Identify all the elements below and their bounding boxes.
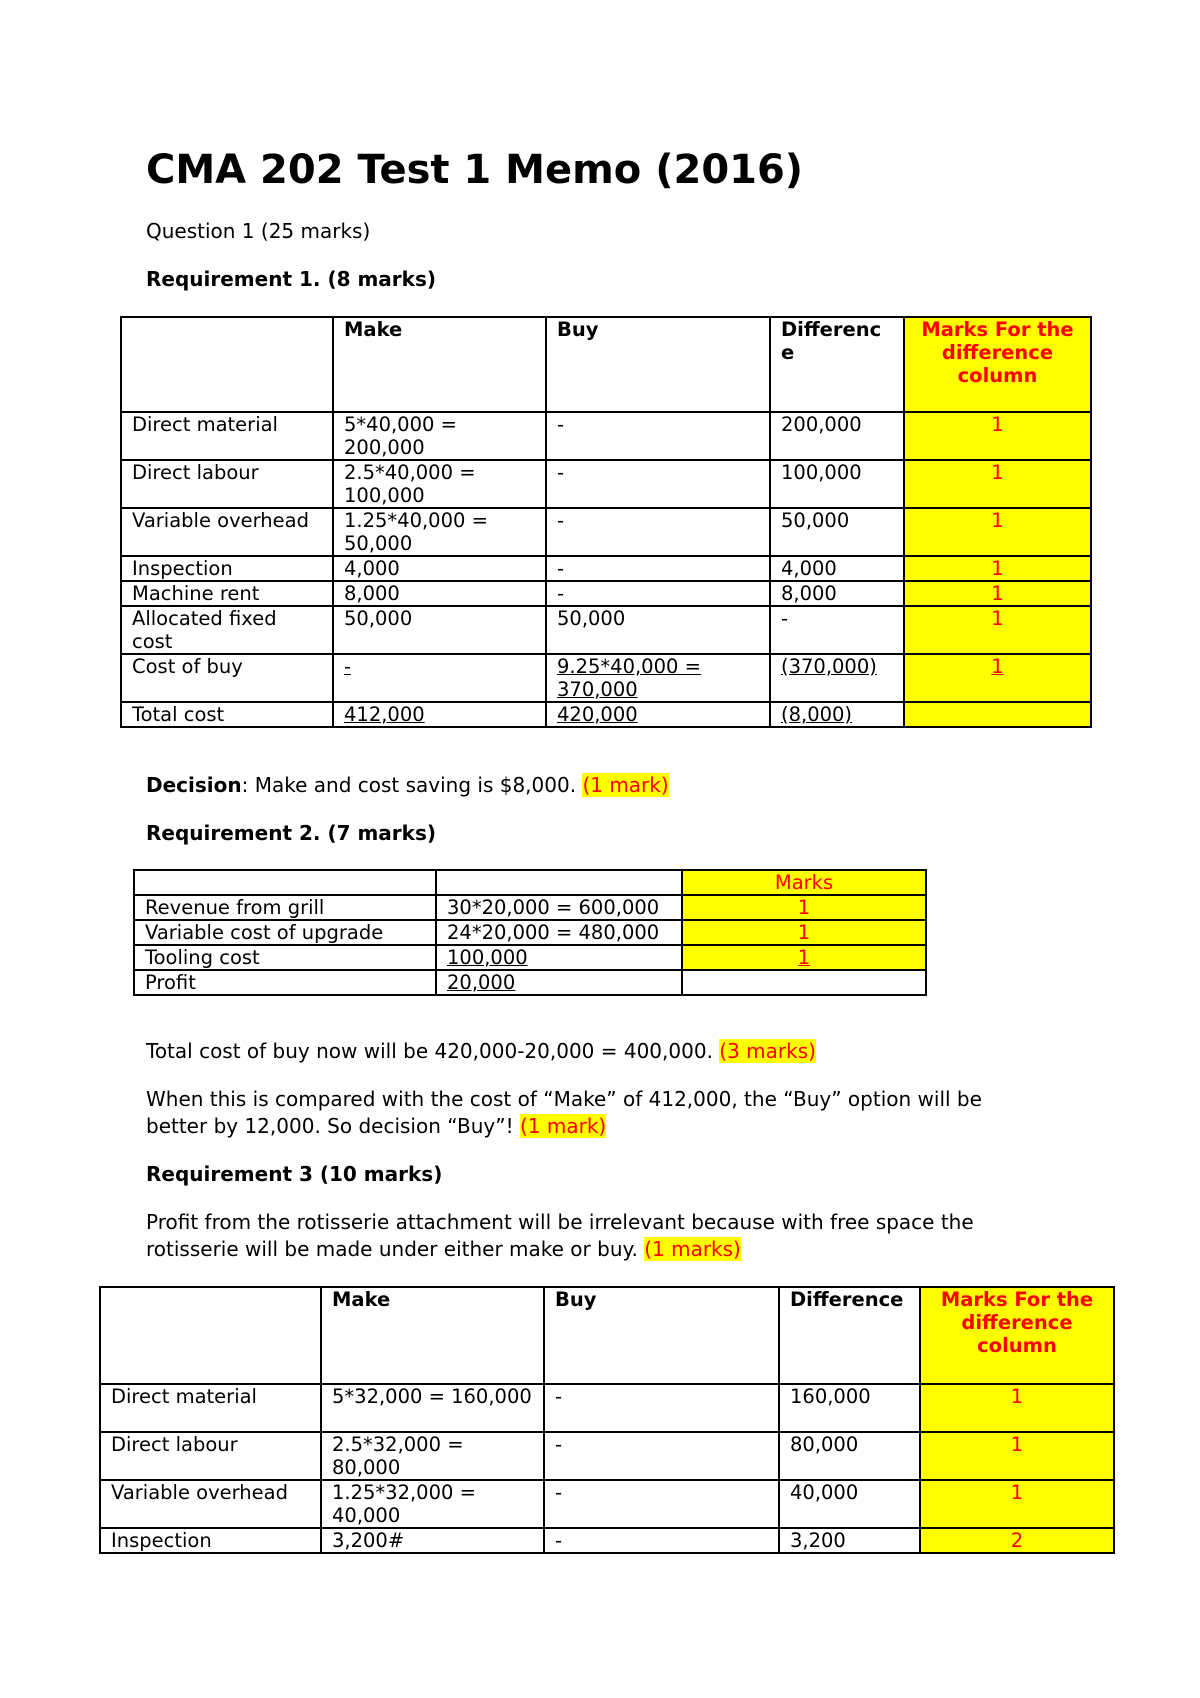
buy-cell: - (544, 1432, 779, 1480)
compare-line-2 (146, 1113, 606, 1140)
marks-cell: 1 (920, 1480, 1114, 1528)
marks-cell (904, 702, 1091, 727)
difference-cell: (370,000) (770, 654, 904, 702)
table-row (100, 1432, 1114, 1480)
row-label: Variable cost of upgrade (134, 920, 436, 945)
difference-cell: 160,000 (779, 1384, 920, 1432)
amount-cell: 20,000 (436, 970, 682, 995)
req1-heading: Requirement 1. (8 marks) (146, 267, 437, 291)
marks-cell: 1 (904, 508, 1091, 556)
table-row (121, 556, 1091, 581)
buy-cell: - (546, 460, 770, 508)
marks-cell: 1 (682, 920, 926, 945)
marks-cell: 1 (904, 556, 1091, 581)
decision-text: : Make and cost saving is $8,000. (241, 773, 583, 797)
amount-cell: 30*20,000 = 600,000 (436, 895, 682, 920)
req1-header-blank (121, 317, 333, 412)
row-label: Direct labour (121, 460, 333, 508)
req2-heading: Requirement 2. (7 marks) (146, 821, 437, 845)
document-title: CMA 202 Test 1 Memo (2016) (146, 147, 804, 193)
difference-cell: 80,000 (779, 1432, 920, 1480)
req2-header-blank-2 (436, 870, 682, 895)
compare-text: better by 12,000. So decision “Buy”! (146, 1114, 520, 1138)
buy-cell: - (546, 556, 770, 581)
make-cell: 3,200# (321, 1528, 544, 1553)
req3-header-marks: Marks For the difference column (920, 1287, 1114, 1384)
difference-cell: 40,000 (779, 1480, 920, 1528)
row-label: Total cost (121, 702, 333, 727)
marks-cell: 1 (682, 945, 926, 970)
make-cell: 5*32,000 = 160,000 (321, 1384, 544, 1432)
req1-header-difference: Differenc e (770, 317, 904, 412)
req3-header-difference: Difference (779, 1287, 920, 1384)
marks-cell: 1 (904, 581, 1091, 606)
req1-header-make: Make (333, 317, 546, 412)
req2-header-blank-1 (134, 870, 436, 895)
amount-cell: 24*20,000 = 480,000 (436, 920, 682, 945)
marks-cell: 1 (682, 895, 926, 920)
total-buy-text: Total cost of buy now will be 420,000-20,000 = 400,000. (146, 1039, 720, 1063)
buy-cell: - (546, 412, 770, 460)
row-label: Inspection (100, 1528, 321, 1553)
table-row (134, 895, 926, 920)
make-cell: 8,000 (333, 581, 546, 606)
difference-cell: 3,200 (779, 1528, 920, 1553)
make-cell: 2.5*32,000 = 80,000 (321, 1432, 544, 1480)
req3-table (99, 1286, 1115, 1554)
difference-cell: 200,000 (770, 412, 904, 460)
amount-cell: 100,000 (436, 945, 682, 970)
buy-cell: - (544, 1480, 779, 1528)
make-cell: 4,000 (333, 556, 546, 581)
difference-cell: (8,000) (770, 702, 904, 727)
row-label: Variable overhead (121, 508, 333, 556)
table-row (121, 654, 1091, 702)
difference-cell: - (770, 606, 904, 654)
table-row (121, 606, 1091, 654)
marks-cell (682, 970, 926, 995)
buy-cell: - (546, 581, 770, 606)
req3-header-blank (100, 1287, 321, 1384)
marks-cell: 1 (904, 606, 1091, 654)
req3-header-buy: Buy (544, 1287, 779, 1384)
make-cell: 5*40,000 = 200,000 (333, 412, 546, 460)
row-label: Allocated fixed cost (121, 606, 333, 654)
row-label: Direct material (100, 1384, 321, 1432)
row-label: Direct material (121, 412, 333, 460)
buy-cell: - (546, 508, 770, 556)
marks-cell: 1 (904, 412, 1091, 460)
total-buy-mark: (3 marks) (719, 1039, 816, 1063)
difference-cell: 50,000 (770, 508, 904, 556)
buy-cell: - (544, 1528, 779, 1553)
buy-cell: 50,000 (546, 606, 770, 654)
marks-cell: 1 (920, 1432, 1114, 1480)
marks-cell: 1 (904, 460, 1091, 508)
table-row (100, 1384, 1114, 1432)
make-cell: 412,000 (333, 702, 546, 727)
table-row (121, 460, 1091, 508)
table-row (100, 1528, 1114, 1553)
buy-cell: - (544, 1384, 779, 1432)
row-label: Cost of buy (121, 654, 333, 702)
difference-cell: 8,000 (770, 581, 904, 606)
table-row (121, 508, 1091, 556)
req3-heading: Requirement 3 (10 marks) (146, 1162, 443, 1186)
req3-header-make: Make (321, 1287, 544, 1384)
buy-cell: 420,000 (546, 702, 770, 727)
buy-cell: 9.25*40,000 = 370,000 (546, 654, 770, 702)
row-label: Direct labour (100, 1432, 321, 1480)
row-label: Revenue from grill (134, 895, 436, 920)
marks-cell: 1 (920, 1384, 1114, 1432)
make-cell: 2.5*40,000 = 100,000 (333, 460, 546, 508)
compare-mark: (1 mark) (519, 1114, 607, 1138)
difference-cell: 100,000 (770, 460, 904, 508)
table-row (134, 970, 926, 995)
req3-para-line-2 (146, 1236, 741, 1263)
req1-header-row (121, 317, 1091, 412)
row-label: Machine rent (121, 581, 333, 606)
req2-table (133, 869, 927, 996)
make-cell: 50,000 (333, 606, 546, 654)
req3-header-row (100, 1287, 1114, 1384)
row-label: Inspection (121, 556, 333, 581)
decision-label: Decision (146, 773, 242, 797)
make-cell: 1.25*32,000 = 40,000 (321, 1480, 544, 1528)
req2-header-row (134, 870, 926, 895)
req3-mark: (1 marks) (644, 1237, 741, 1261)
req3-para-line-1: Profit from the rotisserie attachment will be irrelevant because with free space the (146, 1210, 974, 1234)
table-row (121, 581, 1091, 606)
make-cell: 1.25*40,000 = 50,000 (333, 508, 546, 556)
req3-para-text: rotisserie will be made under either make or buy. (146, 1237, 645, 1261)
req2-header-marks: Marks (682, 870, 926, 895)
table-row (121, 412, 1091, 460)
compare-line-1: When this is compared with the cost of “Make” of 412,000, the “Buy” option will be (146, 1087, 982, 1111)
difference-cell: 4,000 (770, 556, 904, 581)
row-label: Tooling cost (134, 945, 436, 970)
decision-mark: (1 mark) (582, 773, 669, 797)
req1-table (120, 316, 1092, 728)
make-cell: - (333, 654, 546, 702)
row-label: Profit (134, 970, 436, 995)
req1-header-buy: Buy (546, 317, 770, 412)
table-row (100, 1480, 1114, 1528)
req1-header-marks: Marks For the difference column (904, 317, 1091, 412)
decision-line (146, 772, 669, 799)
total-buy-line (146, 1038, 816, 1065)
marks-cell: 2 (920, 1528, 1114, 1553)
table-row (134, 920, 926, 945)
question-label: Question 1 (25 marks) (146, 219, 371, 243)
table-row (134, 945, 926, 970)
table-row (121, 702, 1091, 727)
marks-cell: 1 (904, 654, 1091, 702)
row-label: Variable overhead (100, 1480, 321, 1528)
